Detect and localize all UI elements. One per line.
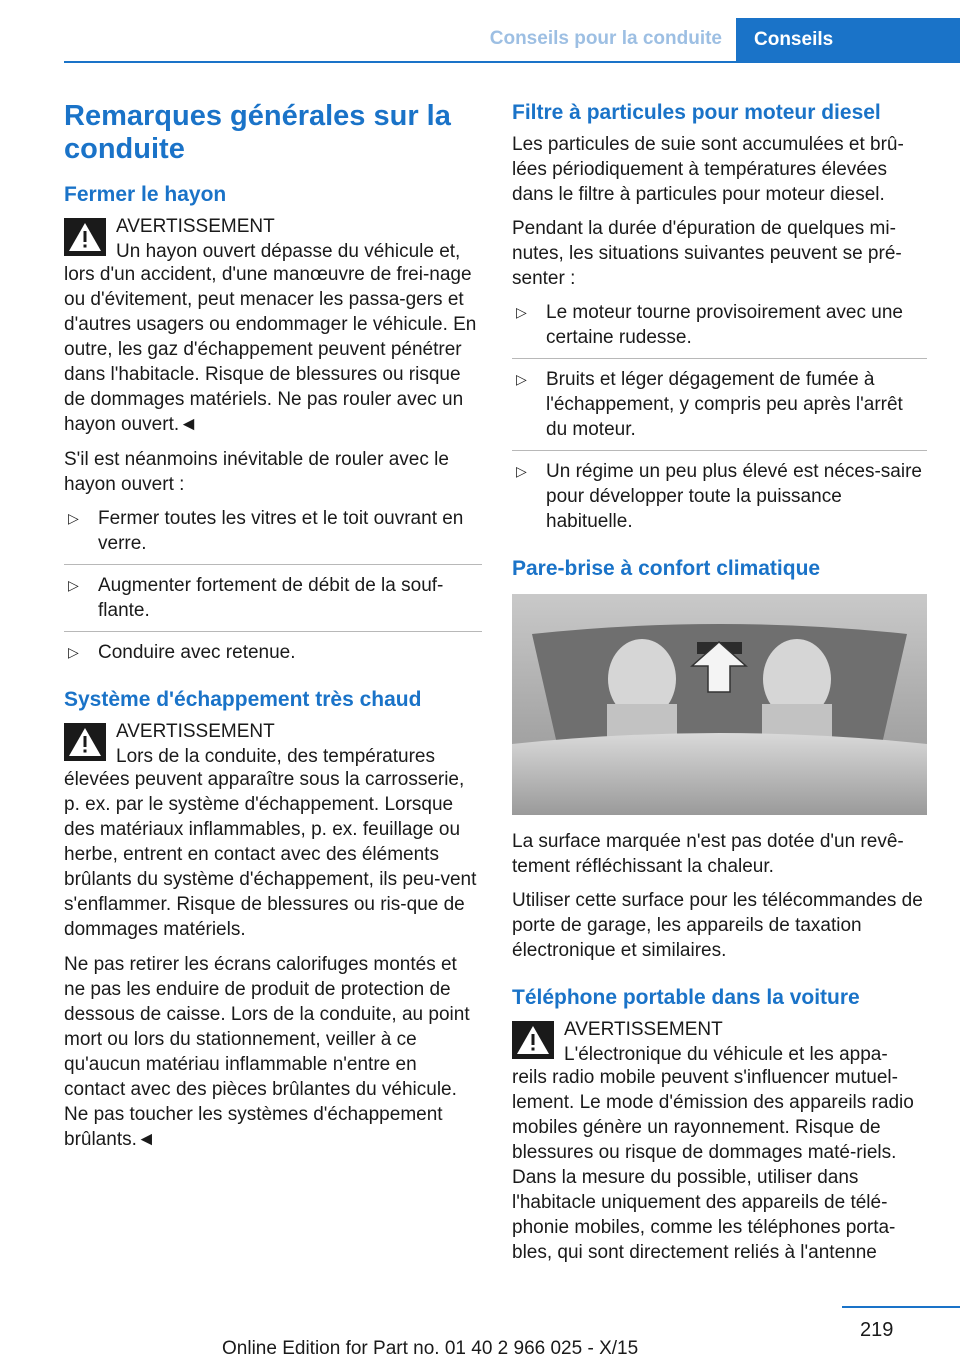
warning-text-first: L'électronique du véhicule et les appa- — [564, 1044, 888, 1065]
list-item: ▷ Bruits et léger dégagement de fumée à l'échappement, y compris peu après l'arrêt du moteur. — [512, 367, 927, 451]
bullet-list-hayon — [64, 506, 482, 673]
warning-telephone — [512, 1017, 927, 1265]
page-title: Remarques générales sur la conduite — [64, 100, 451, 165]
list-item: ▷ Augmenter fortement de débit de la souf-flante. — [64, 573, 482, 632]
list-item: ▷ Un régime un peu plus élevé est néces-saire pour développer toute la puissance habituelle. — [516, 461, 922, 532]
triangle-bullet-icon: ▷ — [516, 463, 527, 479]
section-heading-filtre: Filtre à particules pour moteur diesel — [512, 101, 881, 124]
warning-text-rest: élevées peuvent apparaître sous la carrosserie, p. ex. par le système d'échappement. Lorsque des matériaux inflammables, p. ex. feuillage ou herbe, entrent en contact avec des éléments brûlants du système d'échappement, ils peu-vent s'enflammer. Risque de blessures ou ris-que de dommages matériels. — [64, 769, 477, 940]
paragraph: Pendant la durée d'épuration de quelques mi-nutes, les situations suivantes peuvent se pré-senter : — [512, 218, 902, 289]
warning-title: AVERTISSEMENT — [116, 721, 275, 742]
warning-triangle-icon — [64, 723, 106, 761]
section-heading-echappement: Système d'échappement très chaud — [64, 688, 422, 711]
paragraph: Utiliser cette surface pour les télécommandes de porte de garage, les appareils de taxation électronique et similaires. — [512, 890, 923, 961]
warning-text-rest: lors d'un accident, d'une manœuvre de frei-nage ou d'évitement, peut menacer les passa-gers et d'autres usagers ou endommager le véhicule. En outre, les gaz d'échappement peuvent pénétrer dans l'habitacle. Risque de blessures ou risque de dommages matériels. Ne pas rouler avec un hayon ouvert.◄ — [64, 264, 477, 435]
footer-rule — [842, 1306, 960, 1308]
edition-footer: Online Edition for Part no. 01 40 2 966 025 - X/15 — [222, 1338, 639, 1359]
paragraph: S'il est néanmoins inévitable de rouler avec le hayon ouvert : — [64, 449, 449, 495]
windshield-photo — [512, 594, 927, 815]
triangle-bullet-icon: ▷ — [516, 304, 527, 320]
warning-triangle-icon — [512, 1021, 554, 1059]
warning-text-rest: reils radio mobile peuvent s'influencer mutuel-lement. Le mode d'émission des appareils radio mobiles génère un rayonnement. Risque de blessures ou risque de dommages maté-riels. Dans la mesure du possible, utiliser dans l'habitacle uniquement des appareils de télé-phonie mobiles, comme les téléphones porta-bles, qui sont directement reliés à l'antenne — [512, 1067, 914, 1263]
warning-text-first: Lors de la conduite, des températures — [116, 746, 435, 767]
section-heading-telephone: Téléphone portable dans la voiture — [512, 986, 860, 1009]
section-heading-hayon: Fermer le hayon — [64, 183, 227, 206]
triangle-bullet-icon: ▷ — [68, 510, 79, 526]
paragraph: Les particules de suie sont accumulées et brû-lées périodiquement à températures élevées dans le filtre à particules pour moteur diesel. — [512, 134, 904, 205]
warning-text-first: Un hayon ouvert dépasse du véhicule et, — [116, 241, 461, 262]
warning-title: AVERTISSEMENT — [116, 216, 275, 237]
header-chapter-tab: Conseils — [736, 18, 960, 61]
left-column — [64, 100, 482, 1161]
bullet-list-filtre — [512, 300, 927, 542]
list-item: ▷ Le moteur tourne provisoirement avec une certaine rudesse. — [512, 300, 927, 359]
list-item: ▷ Fermer toutes les vitres et le toit ouvrant en verre. — [64, 506, 482, 565]
triangle-bullet-icon: ▷ — [68, 644, 79, 660]
paragraph: Ne pas retirer les écrans calorifuges montés et ne pas les enduire de produit de protection de dessous de caisse. Lors de la conduite, au point mort ou lors du stationnement, veiller à ce qu'aucun matériau inflammable n'entre en contact avec des pièces brûlantes du véhicule. Ne pas toucher les systèmes d'échappement brûlants.◄ — [64, 954, 470, 1150]
warning-title: AVERTISSEMENT — [564, 1019, 723, 1040]
warning-triangle-icon — [64, 218, 106, 256]
header-rule — [64, 61, 960, 63]
list-item: ▷ Conduire avec retenue. — [68, 642, 296, 663]
right-column — [512, 100, 927, 1275]
page-number: 219 — [860, 1319, 894, 1341]
triangle-bullet-icon: ▷ — [516, 371, 527, 387]
triangle-bullet-icon: ▷ — [68, 577, 79, 593]
section-heading-pare-brise: Pare-brise à confort climatique — [512, 557, 821, 580]
header-section-title: Conseils pour la conduite — [489, 28, 722, 49]
warning-echappement — [64, 719, 482, 942]
warning-hayon — [64, 214, 482, 437]
paragraph: La surface marquée n'est pas dotée d'un revê-tement réfléchissant la chaleur. — [512, 831, 904, 877]
